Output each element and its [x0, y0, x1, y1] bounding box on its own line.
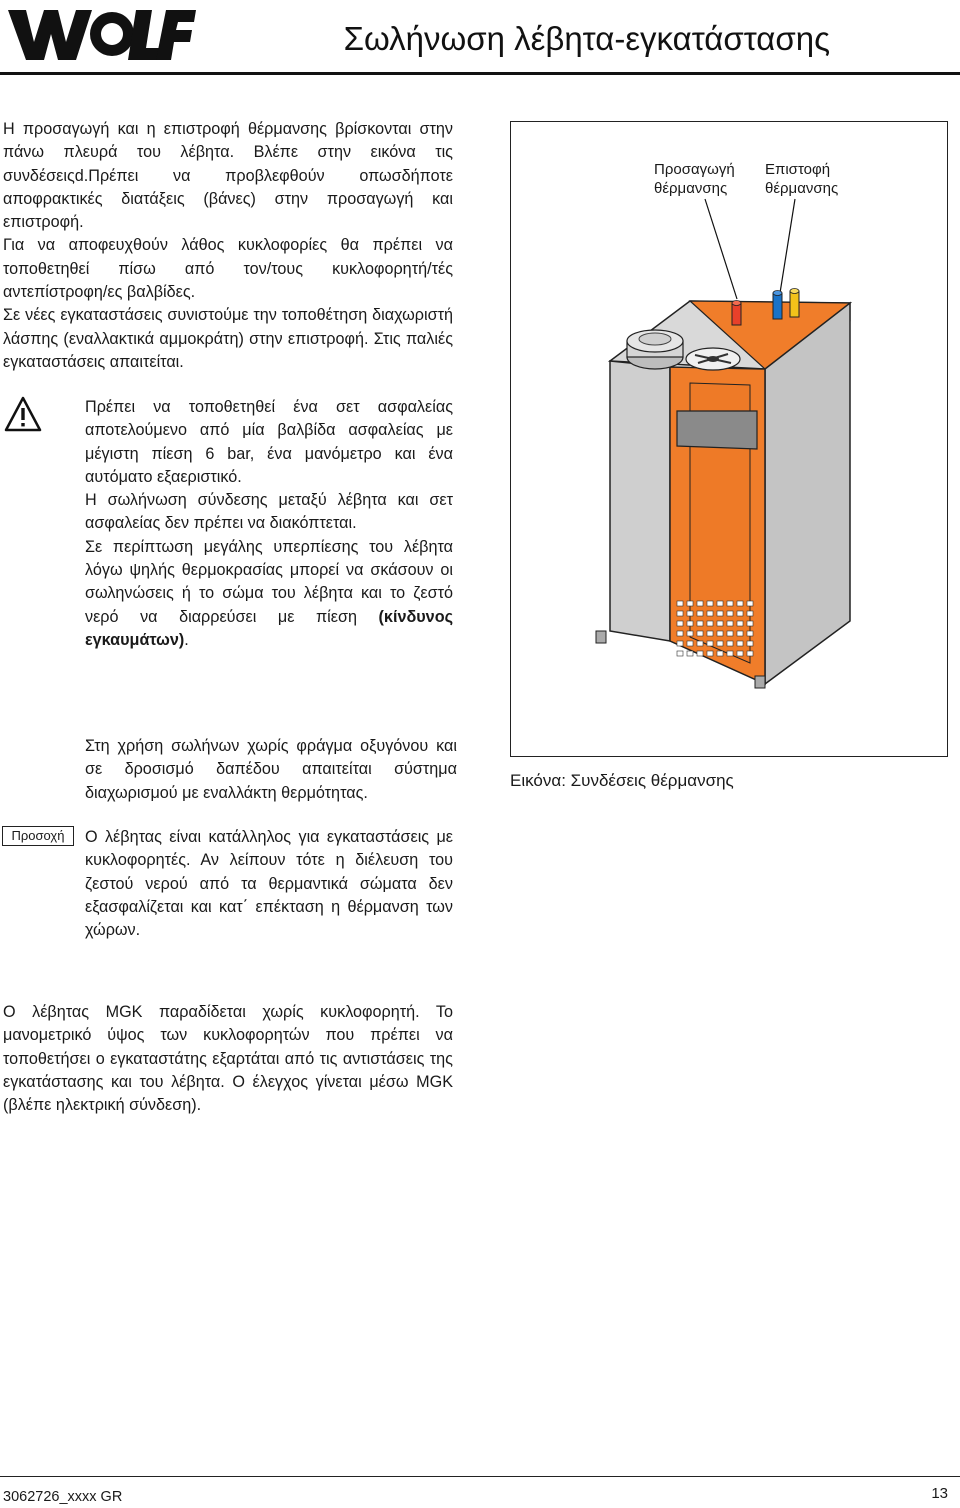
intro-text [3, 118, 453, 374]
supply-label-line: Προσαγωγή [654, 161, 735, 178]
figure-caption: Εικόνα: Συνδέσεις θέρμανσης [510, 771, 734, 790]
document-id: 3062726_xxxx GR [3, 1489, 123, 1505]
page-title: Σωλήνωση λέβητα-εγκατάστασης [343, 20, 830, 57]
intro-paragraph: Σε νέες εγκαταστάσεις συνιστούμε την τοποθέτηση διαχωριστή λάσπης (εναλλακτικά αμμοκράτη) στην επιστροφή. Στις παλιές εγκαταστάσεις απαιτείται. [3, 306, 453, 371]
footer-divider [0, 1476, 960, 1477]
warning-period: . [184, 630, 189, 649]
warning-paragraph [85, 536, 453, 652]
supply-label [654, 160, 735, 198]
return-label [765, 160, 838, 198]
header-divider [0, 72, 960, 75]
intro-paragraph: Η προσαγωγή και η επιστροφή θέρμανσης βρίσκονται στην πάνω πλευρά του λέβητα. Βλέπε στην εικόνα τις συνδέσειςd.Πρέπει να προβλεφθούν οπωσδήποτε αποφρακτικές διατάξεις (βάνες) στην προσαγωγή και επιστροφή. [3, 120, 453, 232]
mgk-circulator-note [3, 1001, 453, 1117]
warning-paragraph: Η σωλήνωση σύνδεσης μεταξύ λέβητα και σετ ασφαλείας δεν πρέπει να διακόπτεται. [85, 491, 453, 533]
intro-paragraph: Για να αποφευχθούν λάθος κυκλοφορίες θα πρέπει να τοποθετηθεί πίσω από τον/τους κυκλοφορητή/τές αντεπίστροφη/ες βαλβίδες. [3, 236, 453, 302]
attention-paragraph: Ο λέβητας είναι κατάλληλος για εγκαταστάσεις με κυκλοφορητές. Αν λείπουν τότε η διέλευση του ζεστού νερού από τα θερμαντικά σώματα δεν εξασφαλίζεται και κατ΄ επέκταση η θέρμανση των χώρων. [85, 828, 453, 940]
return-label-line: θέρμανσης [765, 180, 839, 197]
warning-burn-text: Σε περίπτωση μεγάλης υπερπίεσης του λέβητα λόγω ψηλής θερμοκρασίας μπορεί να σκάσουν οι σωληνώσεις ή το σώμα του λέβητα και το ζεστό νερό να διαρρεύσει με πίεση [85, 537, 453, 626]
oxygen-note-paragraph: Στη χρήση σωλήνων χωρίς φράγμα οξυγόνου και σε δροσισμό δαπέδου απαιτείται σύστημα διαχωρισμού με εναλλάκτη θερμότητας. [85, 737, 457, 802]
burn-danger-label: (κίνδυνος εγκαυμάτων) [85, 607, 453, 649]
warning-paragraph: Πρέπει να τοποθετηθεί ένα σετ ασφαλείας αποτελούμενο από μία βαλβίδα ασφαλείας με μέγιστη πίεση 6 bar, ένα μανόμετρο και ένα αυτόματο εξαεριστικό. [85, 398, 453, 486]
wolf-logo [6, 4, 196, 62]
supply-label-line: θέρμανσης [654, 180, 728, 197]
warning-triangle-icon [4, 396, 42, 432]
return-label-line: Επιστοφή [765, 161, 831, 178]
warning-text [85, 396, 453, 652]
page-number: 13 [931, 1485, 948, 1502]
attention-text [85, 826, 453, 942]
oxygen-barrier-note [85, 735, 457, 805]
boiler-illustration [510, 121, 948, 757]
attention-badge: Προσοχή [2, 826, 74, 846]
mgk-paragraph: Ο λέβητας MGK παραδίδεται χωρίς κυκλοφορητή. Το μανομετρικό ύψος των κυκλοφορητών που πρέπει να τοποθετήσει ο εγκαταστάτης εξαρτάται από τις αντιστάσεις της εγκατάστασης και του λέβητα. Ο έλεγχος γίνεται μέσω MGK (βλέπε ηλεκτρική σύνδεση). [3, 1003, 453, 1115]
